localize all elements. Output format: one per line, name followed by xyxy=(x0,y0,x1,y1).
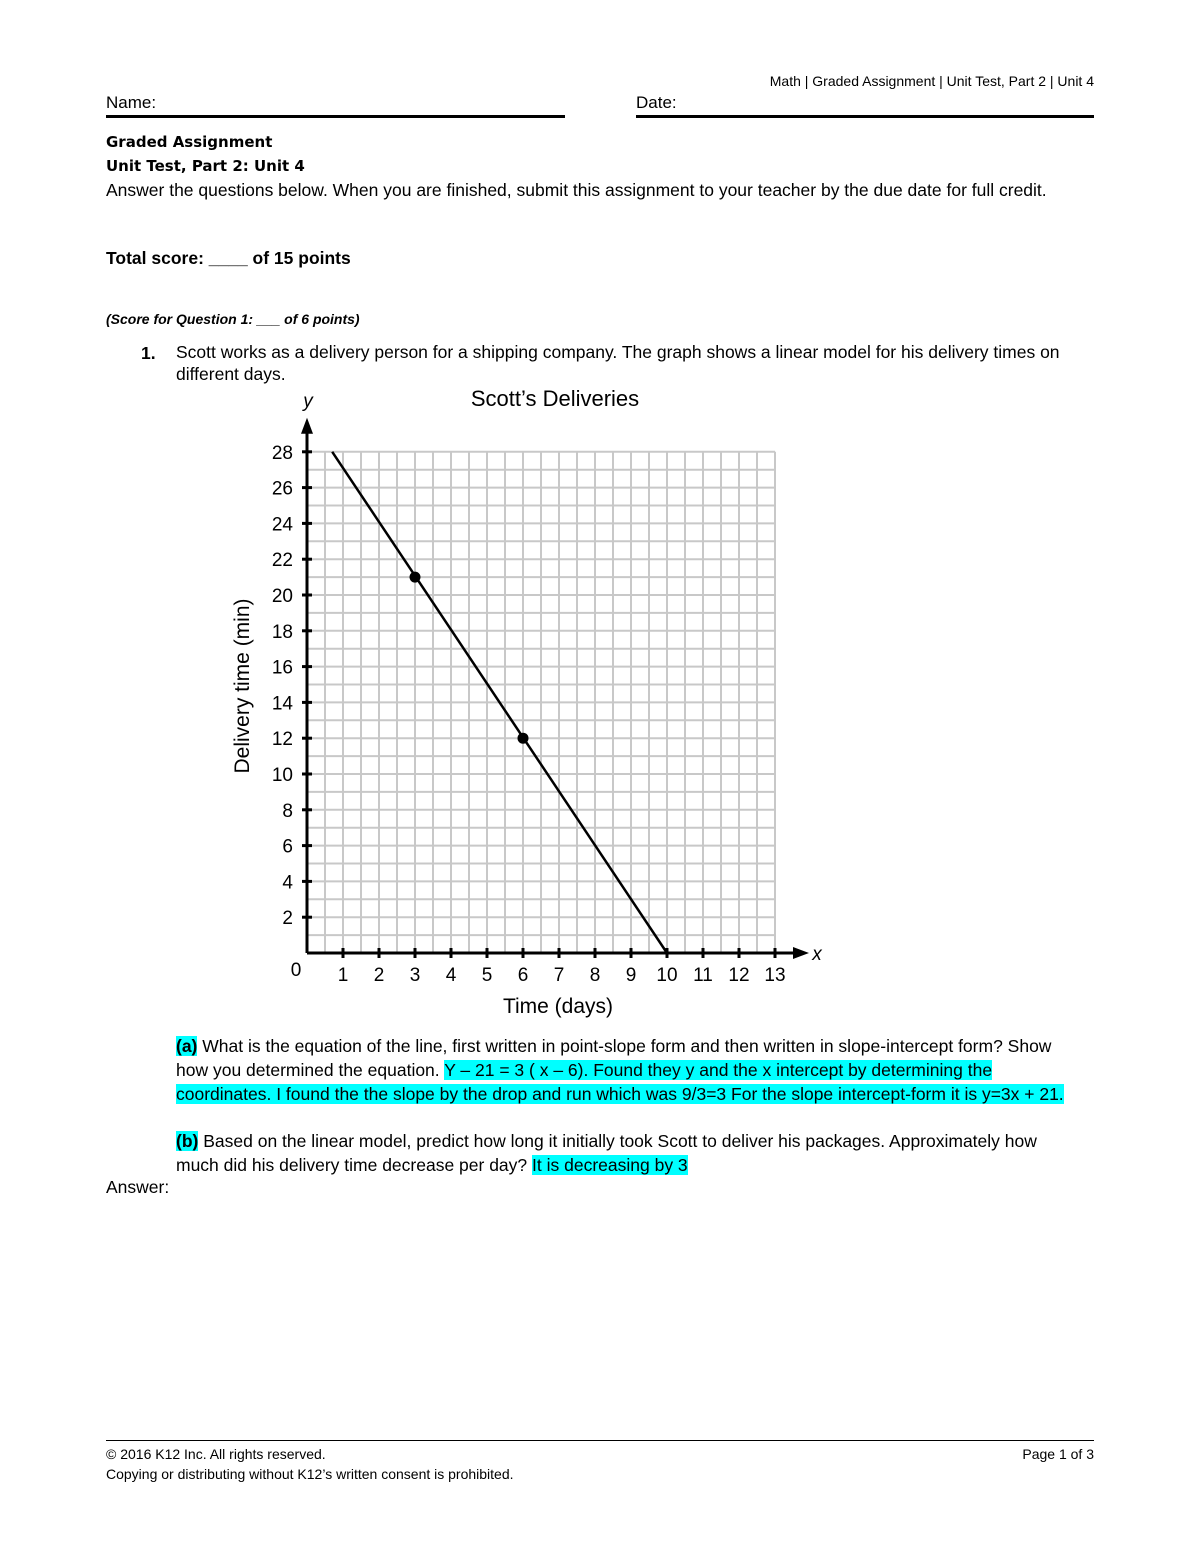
x-tick-label: 3 xyxy=(409,965,421,986)
footer-notice: Copying or distributing without K12’s written consent is prohibited. xyxy=(106,1466,514,1482)
y-tick-label: 20 xyxy=(271,586,293,607)
page-number: Page 1 of 3 xyxy=(1022,1446,1094,1462)
unit-heading: Unit Test, Part 2: Unit 4 xyxy=(106,157,305,175)
x-tick-label: 4 xyxy=(445,965,457,986)
y-axis-title: Delivery time (min) xyxy=(231,598,254,774)
x-axis-arrow xyxy=(793,947,809,959)
origin-label: 0 xyxy=(290,960,302,981)
y-tick-label: 6 xyxy=(282,836,293,858)
y-tick-label: 8 xyxy=(282,800,293,822)
total-score: Total score: ____ of 15 points xyxy=(106,248,351,268)
y-tick-label: 22 xyxy=(271,550,293,572)
name-label: Name: xyxy=(106,93,157,112)
question1-text: Scott works as a delivery person for a shipping company. The graph shows a linear model for his delivery times on different days. xyxy=(176,342,1060,384)
running-header: Math | Graded Assignment | Unit Test, Part 2 | Unit 4 xyxy=(769,73,1094,89)
x-axis-letter: x xyxy=(812,944,822,965)
data-point xyxy=(410,572,421,583)
part-b-label: (b) xyxy=(176,1131,199,1151)
x-tick-label: 10 xyxy=(656,965,678,986)
y-tick-label: 26 xyxy=(271,478,293,500)
x-tick-label: 2 xyxy=(373,965,385,986)
part-b-prompt: Based on the linear model, predict how long it initially took Scott to deliver his packages. Approximately how much did his delivery time decrease per day? xyxy=(176,1131,1037,1175)
part-a-answer[interactable]: Y – 21 = 3 ( x – 6). Found they y and the x intercept by determining the coordinates. I found the the slope by the drop and run which was 9/3=3 For the slope intercept-form it is y=3x + 21. xyxy=(176,1060,1064,1104)
x-tick-label: 1 xyxy=(337,965,349,986)
x-tick-label: 13 xyxy=(764,965,786,986)
y-tick-label: 14 xyxy=(271,693,293,715)
part-a-prompt: What is the equation of the line, first written in point-slope form and then written in slope-intercept form? Show how you determined the equation. xyxy=(176,1036,1052,1080)
x-tick-label: 12 xyxy=(728,965,750,986)
chart-title: Scott’s Deliveries xyxy=(470,386,640,411)
y-tick-label: 2 xyxy=(282,908,293,930)
part-b-answer[interactable]: It is decreasing by 3 xyxy=(532,1155,688,1175)
footer-copyright: © 2016 K12 Inc. All rights reserved. xyxy=(106,1446,326,1462)
assignment-heading: Graded Assignment xyxy=(106,133,273,151)
question1-score: (Score for Question 1: ___ of 6 points) xyxy=(106,311,360,327)
x-tick-label: 11 xyxy=(693,965,713,986)
footer-divider xyxy=(106,1440,1094,1441)
data-point xyxy=(518,733,529,744)
answer-label: Answer: xyxy=(106,1177,170,1197)
x-tick-label: 9 xyxy=(625,965,637,986)
x-tick-label: 6 xyxy=(517,965,529,986)
y-tick-label: 10 xyxy=(271,765,293,786)
part-a-label: (a) xyxy=(176,1036,198,1056)
question1-number: 1. xyxy=(141,343,156,363)
part-a xyxy=(176,1034,1081,1106)
x-tick-label: 5 xyxy=(481,965,493,986)
y-tick-label: 4 xyxy=(282,872,293,894)
y-tick-label: 18 xyxy=(271,621,293,643)
instructions: Answer the questions below. When you are finished, submit this assignment to your teacher by the due date for full credit. xyxy=(106,180,1047,200)
y-axis-letter: y xyxy=(303,391,313,412)
x-tick-label: 7 xyxy=(553,965,565,986)
x-axis-title: Time (days) xyxy=(502,995,614,1018)
x-tick-label: 8 xyxy=(589,965,601,986)
date-label: Date: xyxy=(636,93,677,112)
y-tick-label: 28 xyxy=(271,442,293,464)
y-tick-label: 16 xyxy=(271,657,293,679)
part-b xyxy=(176,1129,1081,1177)
y-tick-label: 12 xyxy=(271,729,293,751)
y-tick-label: 24 xyxy=(271,514,293,536)
y-axis-arrow xyxy=(301,418,313,434)
